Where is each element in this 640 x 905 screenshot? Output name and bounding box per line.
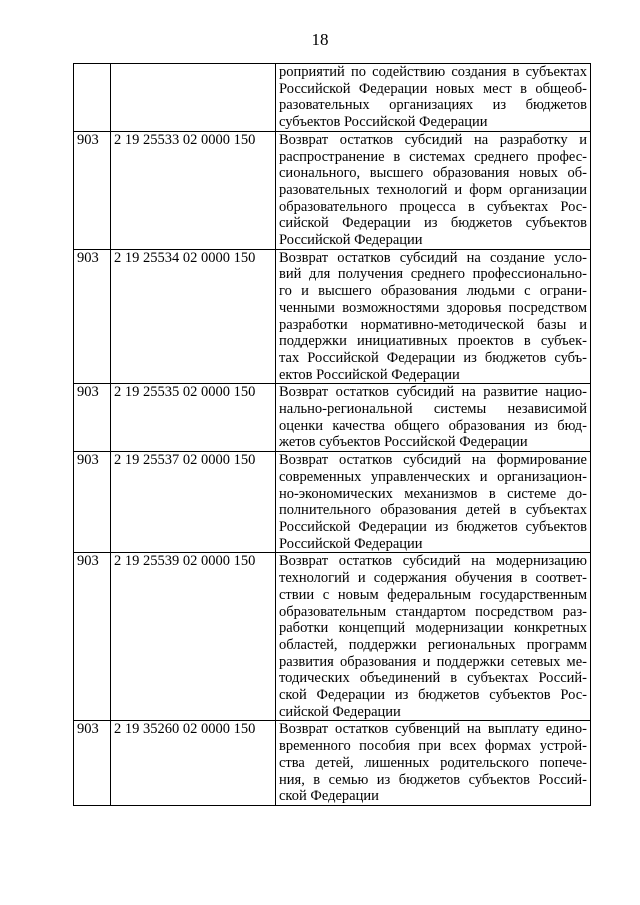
description-line: ния, в семью из бюджетов субъектов Россий- bbox=[279, 771, 587, 788]
admin-code-cell: 903 bbox=[74, 553, 111, 721]
table-row bbox=[74, 553, 591, 721]
description-line: Российской Федерации bbox=[279, 535, 423, 552]
description-cell bbox=[276, 721, 591, 806]
description-line: Российской Федерации из бюджетов субъектов bbox=[279, 518, 587, 535]
description-line: оценки качества общего образования из бюд- bbox=[279, 417, 587, 434]
budget-code-cell: 2 19 25533 02 0000 150 bbox=[111, 131, 276, 249]
description-cell bbox=[276, 249, 591, 384]
table-row bbox=[74, 131, 591, 249]
description-line: Возврат остатков субсидий на разработку и bbox=[279, 131, 587, 148]
description-line: временного пособия при всех формах устрой- bbox=[279, 738, 587, 755]
description-line: ектов Российской Федерации bbox=[279, 366, 460, 383]
description-line: вий для получения среднего профессионально- bbox=[279, 266, 587, 283]
description-line: роприятий по содействию создания в субъектах bbox=[279, 64, 587, 80]
budget-code-cell: 2 19 25534 02 0000 150 bbox=[111, 249, 276, 384]
description-line: ства детей, лишенных родительского попече- bbox=[279, 754, 587, 771]
description-line: технологий и содержания обучения в соответ- bbox=[279, 570, 587, 587]
budget-code-cell: 2 19 25535 02 0000 150 bbox=[111, 384, 276, 452]
description-line: тах Российской Федерации из бюджетов субъ- bbox=[279, 349, 587, 366]
description-cell bbox=[276, 64, 591, 132]
description-cell bbox=[276, 553, 591, 721]
description-line: Российской Федерации новых мест в общеоб- bbox=[279, 80, 587, 97]
description-line: ской Федерации bbox=[279, 788, 379, 805]
description-line: но-экономических механизмов в системе до- bbox=[279, 485, 587, 502]
description-line: разовательных технологий и форм организации bbox=[279, 181, 587, 198]
budget-classification-table bbox=[73, 63, 591, 806]
description-line: Возврат остатков субвенций на выплату едино- bbox=[279, 721, 587, 738]
description-line: сионального, высшего образования новых об- bbox=[279, 165, 587, 182]
description-line: Возврат остатков субсидий на создание усло- bbox=[279, 249, 587, 266]
description-line: Возврат остатков субсидий на развитие нацио- bbox=[279, 384, 587, 401]
description-line: разовательных организациях из бюджетов bbox=[279, 97, 587, 114]
description-cell bbox=[276, 384, 591, 452]
description-line: сийской Федерации из бюджетов субъектов bbox=[279, 215, 587, 232]
admin-code-cell bbox=[74, 64, 111, 132]
description-line: нально-региональной системы независимой bbox=[279, 401, 587, 418]
description-line: полнительного образования детей в субъектах bbox=[279, 502, 587, 519]
description-line: ствии с новым федеральным государственным bbox=[279, 586, 587, 603]
description-line: образовательным стандартом посредством раз- bbox=[279, 603, 587, 620]
table-row bbox=[74, 721, 591, 806]
budget-code-cell: 2 19 25539 02 0000 150 bbox=[111, 553, 276, 721]
description-line: разработки нормативно-методической базы и bbox=[279, 316, 587, 333]
description-line: распространение в системах среднего профес- bbox=[279, 148, 587, 165]
description-line: поддержки инициативных проектов в субъек- bbox=[279, 333, 587, 350]
admin-code-cell: 903 bbox=[74, 131, 111, 249]
description-line: развития образования и поддержки сетевых ме- bbox=[279, 653, 587, 670]
admin-code-cell: 903 bbox=[74, 721, 111, 806]
description-line: субъектов Российской Федерации bbox=[279, 114, 488, 131]
table-row bbox=[74, 384, 591, 452]
description-line: работки концепций модернизации конкретных bbox=[279, 620, 587, 637]
description-line: современных управленческих и организацион- bbox=[279, 468, 587, 485]
description-line: Возврат остатков субсидий на модернизацию bbox=[279, 553, 587, 570]
description-line: тодических объединений в субъектах Россий- bbox=[279, 670, 587, 687]
description-line: ской Федерации из бюджетов субъектов Рос- bbox=[279, 687, 587, 704]
description-line: ченными возможностями здоровья посредством bbox=[279, 299, 587, 316]
budget-code-cell: 2 19 25537 02 0000 150 bbox=[111, 452, 276, 553]
description-line: областей, поддержки региональных программ bbox=[279, 636, 587, 653]
description-cell bbox=[276, 131, 591, 249]
description-cell bbox=[276, 452, 591, 553]
admin-code-cell: 903 bbox=[74, 384, 111, 452]
description-line: образовательного процесса в субъектах Рос- bbox=[279, 198, 587, 215]
description-line: сийской Федерации bbox=[279, 703, 401, 720]
budget-code-cell bbox=[111, 64, 276, 132]
budget-code-cell: 2 19 35260 02 0000 150 bbox=[111, 721, 276, 806]
description-line: жетов субъектов Российской Федерации bbox=[279, 434, 528, 451]
admin-code-cell: 903 bbox=[74, 249, 111, 384]
table-row bbox=[74, 452, 591, 553]
table-row bbox=[74, 64, 591, 132]
description-line: Возврат остатков субсидий на формирование bbox=[279, 452, 587, 469]
page-number: 18 bbox=[311, 30, 329, 49]
description-line: го и высшего образования людьми с ограни- bbox=[279, 283, 587, 300]
description-line: Российской Федерации bbox=[279, 232, 423, 249]
admin-code-cell: 903 bbox=[74, 452, 111, 553]
table-row bbox=[74, 249, 591, 384]
